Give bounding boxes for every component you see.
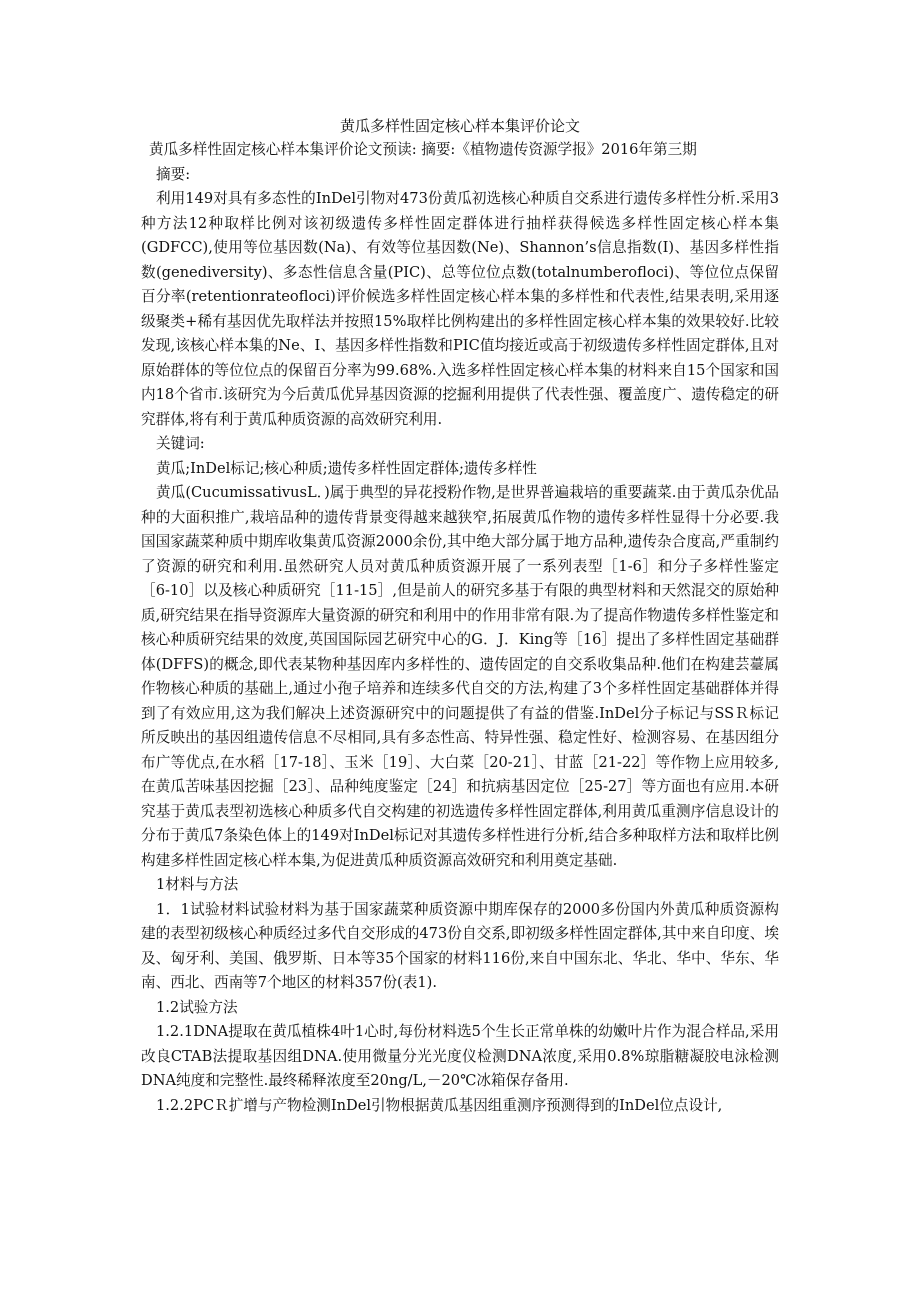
keywords-paragraph: 黄瓜;InDel标记;核心种质;遗传多样性固定群体;遗传多样性: [156, 459, 537, 477]
abstract-paragraph: 利用149对具有多态性的InDel引物对473份黄瓜初选核心种质自交系进行遗传多样性分析.采用3种方法12种取样比例对该初级遗传多样性固定群体进行抽样获得候选多样性固定核心样本集(GDFCC),使用等位基因数(Na)、有效等位基因数(Ne)、Shannon’s信息指数(I)、基因多样性指数(genediversity)、多态性信息含量(PIC)、总等位位点数(totalnumberofloci)、等位位点保留百分率(retentionrateofloci)评价候选多样性固定核心样本集的多样性和代表性,结果表明,采用逐级聚类+稀有基因优先取样法并按照15%取样比例构建出的多样性固定核心样本集的效果较好.比较发现,该核心样本集的Ne、I、基因多样性指数和PIC值均接近或高于初级遗传多样性固定群体,且对原始群体的等位位点的保留百分率为99.68%.入选多样性固定核心样本集的材料来自15个国家和国内18个省市.该研究为今后黄瓜优异基因资源的挖掘利用提供了代表性强、覆盖度广、遗传稳定的研究群体,将有利于黄瓜种质资源的高效研究利用.: [141, 190, 779, 428]
section-heading-test-methods: 1.2试验方法: [156, 998, 238, 1016]
section-heading-materials-methods: 1材料与方法: [156, 876, 239, 893]
introduction-paragraph: 黄瓜(CucumissativusL．)属于典型的异花授粉作物,是世界普遍栽培的重要蔬菜.由于黄瓜杂优品种的大面积推广,栽培品种的遗传背景变得越来越狭窄,拓展黄瓜作物的遗传多样性显得十分必要.我国国家蔬菜种质中期库收集黄瓜资源2000余份,其中绝大部分属于地方品种,遗传杂合度高,严重制约了资源的研究和利用.虽然研究人员对黄瓜种质资源开展了一系列表型［1-6］和分子多样性鉴定［6-10］以及核心种质研究［11-15］,但是前人的研究多基于有限的典型材料和天然混交的原始种质,研究结果在指导资源库大量资源的研究和利用中的作用非常有限.为了提高作物遗传多样性鉴定和核心种质研究结果的效度,英国国际园艺研究中心的G．J．King等［16］提出了多样性固定基础群体(DFFS)的概念,即代表某物种基因库内多样性的、遗传固定的自交系收集品种.他们在构建芸薹属作物核心种质的基础上,通过小孢子培养和连续多代自交的方法,构建了3个多样性固定基础群体并得到了有效应用,这为我们解决上述资源研究中的问题提供了有益的借鉴.InDel分子标记与SSＲ标记所反映出的基因组遗传信息不尽相同,具有多态性高、特异性强、稳定性好、检测容易、在基因组分布广等优点,在水稻［17-18］、玉米［19］、大白菜［20-21］、甘蓝［21-22］等作物上应用较多,在黄瓜苦味基因挖掘［23］、品种纯度鉴定［24］和抗病基因定位［25-27］等方面也有应用.本研究基于黄瓜表型初选核心种质多代自交构建的初选遗传多样性固定群体,利用黄瓜重测序信息设计的分布于黄瓜7条染色体上的149对InDel标记对其遗传多样性进行分析,结合多种取样方法和取样比例构建多样性固定核心样本集,为促进黄瓜种质资源高效研究和利用奠定基础.: [141, 484, 779, 869]
document-body: [141, 138, 779, 1118]
preview-line: 黄瓜多样性固定核心样本集评价论文预读: 摘要:《植物遗传资源学报》2016年第三期: [149, 141, 697, 158]
section-1-2-1-paragraph: 1.2.1DNA提取在黄瓜植株4叶1心时,每份材料选5个生长正常单株的幼嫩叶片作为混合样品,采用改良CTAB法提取基因组DNA.使用微量分光光度仪检测DNA浓度,采用0.8%琼脂糖凝胶电泳检测DNA纯度和完整性.最终稀释浓度至20ng/L,－20℃冰箱保存备用.: [141, 1023, 779, 1089]
section-1-1-paragraph: 1．1试验材料试验材料为基于国家蔬菜种质资源中期库保存的2000多份国内外黄瓜种质资源构建的表型初级核心种质经过多代自交形成的473份自交系,即初级多样性固定群体,其中来自印度、埃及、匈牙利、美国、俄罗斯、日本等35个国家的材料116份,来自中国东北、华北、华中、华东、华南、西北、西南等7个地区的材料357份(表1).: [141, 900, 779, 991]
section-1-2-2-paragraph: 1.2.2PCＲ扩增与产物检测InDel引物根据黄瓜基因组重测序预测得到的InDel位点设计,: [156, 1096, 723, 1114]
document-title: 黄瓜多样性固定核心样本集评价论文: [339, 117, 580, 135]
keywords-label: 关键词:: [156, 435, 205, 452]
abstract-label: 摘要:: [156, 165, 191, 183]
